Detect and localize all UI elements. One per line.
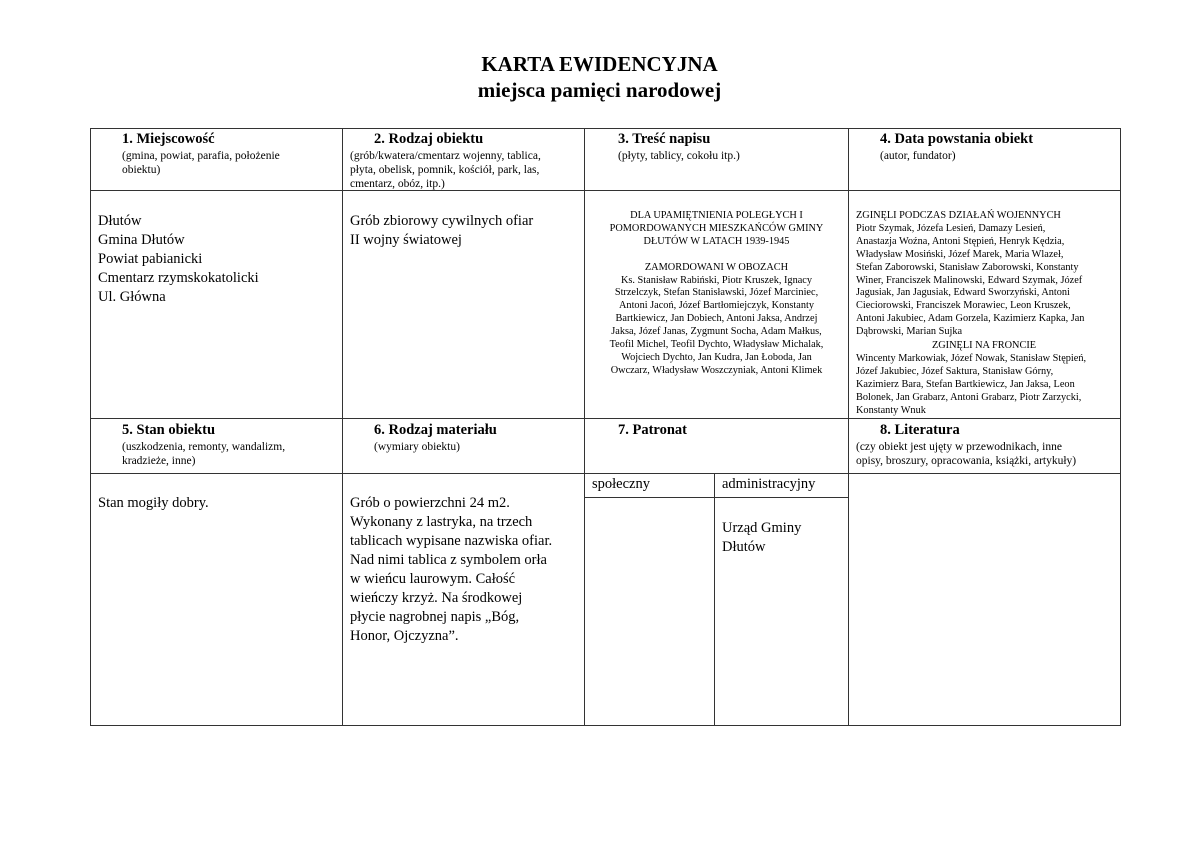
header-rodzaj-materialu-hint: (wymiary obiektu) bbox=[374, 441, 460, 453]
header-patronat: 7. Patronat bbox=[618, 422, 688, 438]
header-data-powstania-hint: (autor, fundator) bbox=[880, 150, 956, 162]
value-stan: Stan mogiły dobry. bbox=[98, 495, 209, 511]
header-tresc-napisu: 3. Treść napisu bbox=[618, 131, 711, 147]
header-stan-obiektu: 5. Stan obiektu bbox=[122, 422, 216, 438]
value-data-powstania-2: Wincenty Markowiak, Józef Nowak, Stanisław Stępień, Józef Jakubiec, Józef Saktura, Stanisław Górny, Kazimierz Bara, Stefan Bartkiewicz, Jan Jaksa, Leon Bolonek, Jan Grabarz, Antoni Grabarz, Piotr Zarzycki, Konstanty Wnuk bbox=[856, 353, 1087, 416]
value-miejscowosc: Dłutów Gmina Dłutów Powiat pabianicki Cmentarz rzymskokatolicki Ul. Główna bbox=[98, 213, 259, 305]
header-rodzaj-obiektu: 2. Rodzaj obiektu bbox=[374, 131, 484, 147]
value-data-powstania-1: ZGINĘLI PODCZAS DZIAŁAŃ WOJENNYCH Piotr Szymak, Józefa Lesień, Damazy Lesień, Anastazja Woźna, Antoni Stępień, Henryk Kędzia, Władysław Mosiński, Józef Marek, Maria Wlazeł, Stefan Zaborowski, Stanisław Zaborowski, Konstanty Winer, Franciszek Malinowski, Edward Szymak, Józef Jagusiak, Jan Jagusiak, Edward Sworzyński, Antoni Cieciorowski, Franciszek Morawiec, Leon Kruszek, Antoni Jakubiec, Adam Gorzela, Kazimierz Kapka, Jan Dąbrowski, Marian Sujka bbox=[856, 210, 1085, 338]
value-tresc-napisu: DLA UPAMIĘTNIENIA POLEGŁYCH I POMORDOWANYCH MIESZKAŃCÓW GMINY DŁUTÓW W LATACH 1939-1945 ZAMORDOWANI W OBOZACH Ks. Stanisław Rabiński, Piotr Kruszek, Ignacy Strzelczyk, Stefan Stanisławski, Józef Marciniec, Antoni Jacoń, Józef Bartłomiejczyk, Konstanty Bartkiewicz, Jan Dobiech, Antoni Jaksa, Andrzej Jaksa, Józef Janas, Zygmunt Socha, Adam Małkus, Teofil Michel, Teofil Dychto, Władysław Michalak, Wojciech Dychto, Jan Kudra, Jan Łoboda, Jan Owczarz, Władysław Woszczyniak, Antoni Klimek bbox=[609, 210, 824, 376]
patronat-administracyjny-value: Urząd Gminy Dłutów bbox=[722, 520, 802, 555]
value-data-powstania-heading2: ZGINĘLI NA FRONCIE bbox=[931, 340, 1037, 351]
header-rodzaj-obiektu-hint: (grób/kwatera/cmentarz wojenny, tablica, płyta, obelisk, pomnik, kościół, park, las, cmentarz, obóz, itp.) bbox=[350, 150, 541, 190]
document-title: KARTA EWIDENCYJNA bbox=[481, 52, 718, 76]
patronat-administracyjny-label: administracyjny bbox=[722, 476, 816, 492]
header-tresc-napisu-hint: (płyty, tablicy, cokołu itp.) bbox=[618, 150, 740, 162]
value-material: Grób o powierzchni 24 m2. Wykonany z lastryka, na trzech tablicach wypisane nazwiska ofiar. Nad nimi tablica z symbolem orła w wieńcu laurowym. Całość wieńczy krzyż. Na środkowej płycie nagrobnej napis „Bóg, Honor, Ojczyzna”. bbox=[350, 495, 553, 644]
header-data-powstania: 4. Data powstania obiekt bbox=[880, 131, 1034, 147]
value-rodzaj-obiektu: Grób zbiorowy cywilnych ofiar II wojny światowej bbox=[350, 213, 534, 248]
header-miejscowosc: 1. Miejscowość bbox=[122, 131, 215, 147]
header-rodzaj-materialu: 6. Rodzaj materiału bbox=[374, 422, 497, 438]
header-literatura: 8. Literatura bbox=[880, 422, 960, 438]
patronat-spoleczny-label: społeczny bbox=[592, 476, 650, 492]
header-literatura-hint: (czy obiekt jest ujęty w przewodnikach, inne opisy, broszury, opracowania, książki, artykuły) bbox=[856, 441, 1077, 467]
header-stan-obiektu-hint: (uszkodzenia, remonty, wandalizm, kradzieże, inne) bbox=[122, 441, 286, 467]
header-miejscowosc-hint: (gmina, powiat, parafia, położenie obiektu) bbox=[122, 150, 280, 176]
document-subtitle: miejsca pamięci narodowej bbox=[477, 78, 722, 102]
